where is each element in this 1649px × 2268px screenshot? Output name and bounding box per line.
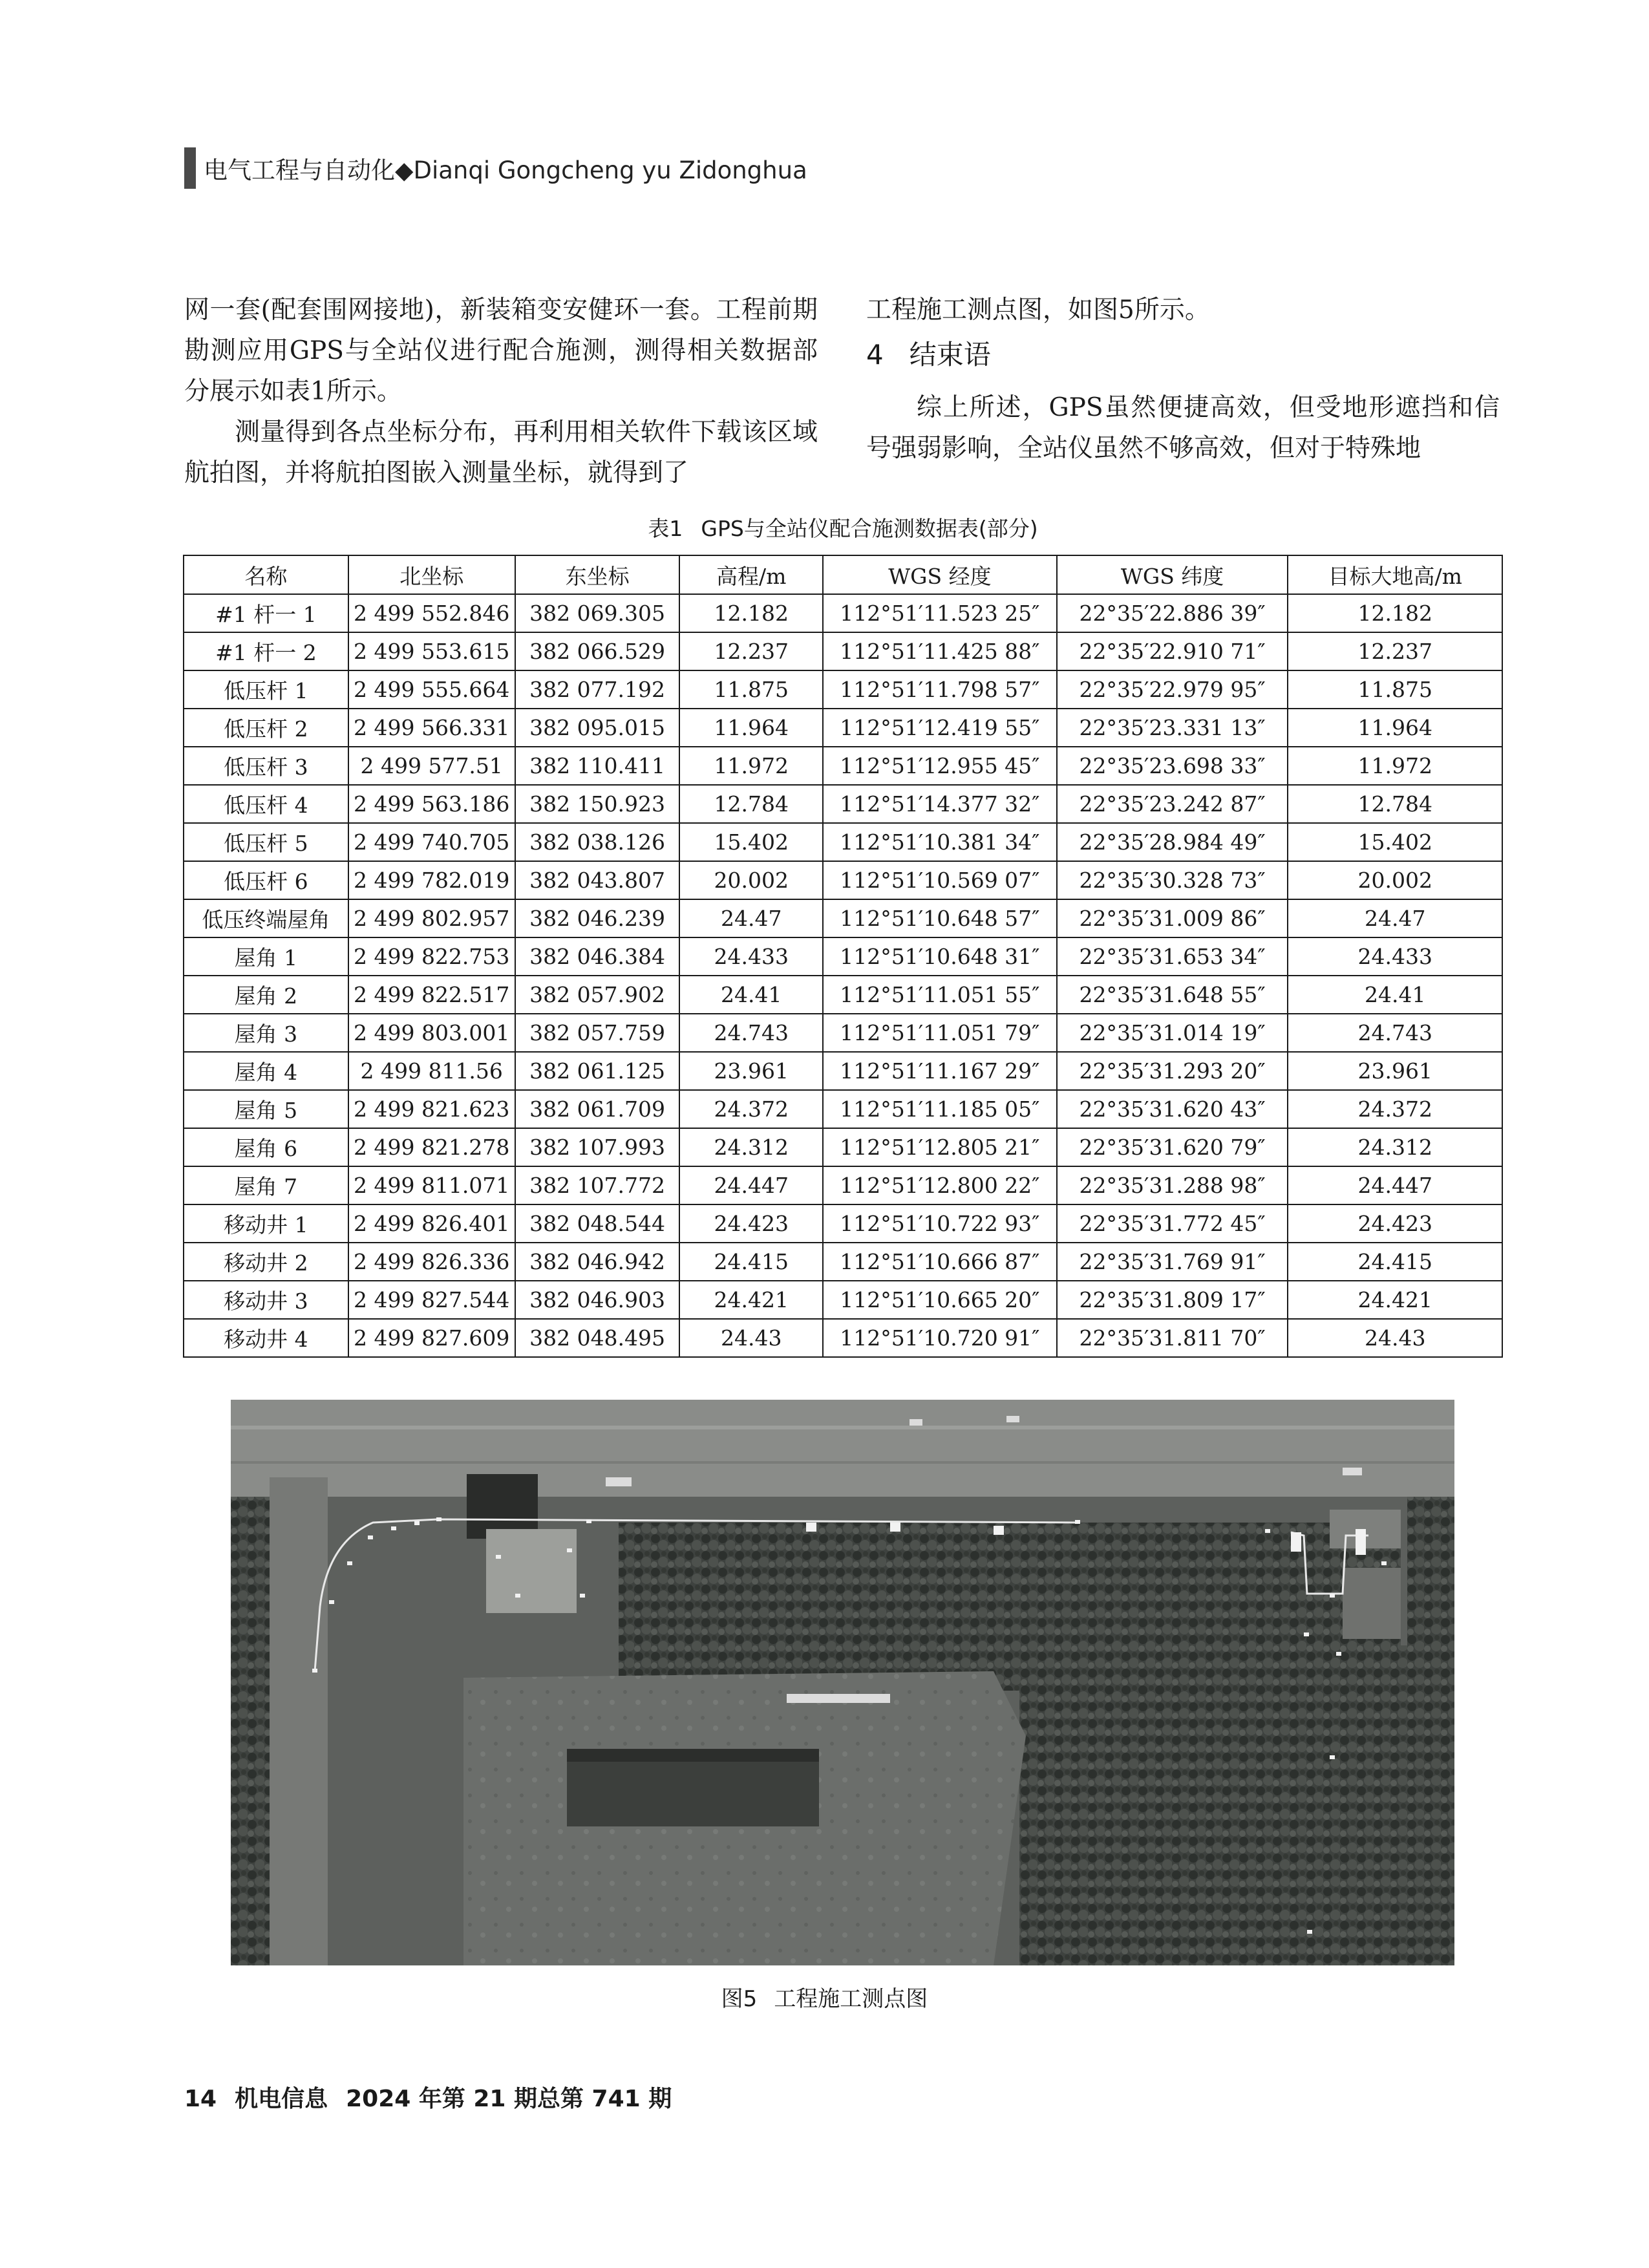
- table-cell: 22°35′31.653 34″: [1057, 937, 1288, 976]
- table-cell: 11.875: [679, 670, 823, 709]
- table-cell: 屋角 1: [184, 937, 348, 976]
- left-column: [184, 290, 818, 493]
- table-cell: 382 150.923: [515, 785, 680, 823]
- table-body: [184, 594, 1502, 1357]
- table-cell: 屋角 2: [184, 976, 348, 1014]
- table-cell: 24.423: [1288, 1204, 1502, 1243]
- table-cell: 24.41: [1288, 976, 1502, 1014]
- table-cell: 382 048.544: [515, 1204, 680, 1243]
- table-cell: 12.784: [1288, 785, 1502, 823]
- running-header: [184, 147, 807, 189]
- table-cell: 22°35′23.698 33″: [1057, 747, 1288, 785]
- table-header-cell: 北坐标: [348, 555, 515, 594]
- table-cell: 2 499 821.623: [348, 1090, 515, 1128]
- table-cell: 112°51′10.666 87″: [823, 1243, 1057, 1281]
- table-row: [184, 747, 1502, 785]
- table-row: [184, 1204, 1502, 1243]
- table-cell: 24.743: [1288, 1014, 1502, 1052]
- table-header-cell: 名称: [184, 555, 348, 594]
- table-cell: 15.402: [1288, 823, 1502, 861]
- table-row: [184, 861, 1502, 899]
- table-cell: 低压终端屋角: [184, 899, 348, 937]
- header-title: 电气工程与自动化◆Dianqi Gongcheng yu Zidonghua: [204, 156, 807, 184]
- table-cell: 2 499 740.705: [348, 823, 515, 861]
- table-cell: 24.312: [1288, 1128, 1502, 1166]
- table-row: [184, 823, 1502, 861]
- table-cell: 24.433: [679, 937, 823, 976]
- table-cell: 112°51′12.955 45″: [823, 747, 1057, 785]
- table-cell: 22°35′31.648 55″: [1057, 976, 1288, 1014]
- table-cell: 22°35′31.772 45″: [1057, 1204, 1288, 1243]
- table-row: [184, 1281, 1502, 1319]
- section-title: 结束语: [909, 339, 991, 370]
- table-cell: 低压杆 5: [184, 823, 348, 861]
- table-cell: 112°51′11.167 29″: [823, 1052, 1057, 1090]
- table-cell: 112°51′10.665 20″: [823, 1281, 1057, 1319]
- table-cell: 2 499 803.001: [348, 1014, 515, 1052]
- table-cell: 24.43: [1288, 1319, 1502, 1357]
- table-cell: 11.964: [1288, 709, 1502, 747]
- table-caption-label: 表1: [648, 516, 683, 541]
- table-cell: #1 杆一 2: [184, 632, 348, 670]
- table-cell: 22°35′31.811 70″: [1057, 1319, 1288, 1357]
- data-table: [183, 555, 1503, 1358]
- table-cell: 移动井 2: [184, 1243, 348, 1281]
- table-cell: 2 499 821.278: [348, 1128, 515, 1166]
- table-cell: 24.312: [679, 1128, 823, 1166]
- table-cell: 24.415: [679, 1243, 823, 1281]
- table-cell: 低压杆 6: [184, 861, 348, 899]
- table-cell: 22°35′31.809 17″: [1057, 1281, 1288, 1319]
- table-cell: 24.433: [1288, 937, 1502, 976]
- table-cell: 移动井 3: [184, 1281, 348, 1319]
- table-row: [184, 1128, 1502, 1166]
- table-row: [184, 785, 1502, 823]
- table-cell: 382 057.902: [515, 976, 680, 1014]
- table-row: [184, 899, 1502, 937]
- table-cell: 382 061.709: [515, 1090, 680, 1128]
- table-cell: 112°51′11.798 57″: [823, 670, 1057, 709]
- table-row: [184, 1319, 1502, 1357]
- table-cell: 屋角 4: [184, 1052, 348, 1090]
- table-caption-text: GPS与全站仪配合施测数据表(部分): [701, 516, 1038, 541]
- building-light: [486, 1529, 577, 1613]
- table-cell: 112°51′10.569 07″: [823, 861, 1057, 899]
- table-cell: 382 061.125: [515, 1052, 680, 1090]
- table-cell: 112°51′10.381 34″: [823, 823, 1057, 861]
- right-column: [866, 290, 1500, 469]
- table-cell: 屋角 6: [184, 1128, 348, 1166]
- table-cell: 2 499 822.517: [348, 976, 515, 1014]
- table-cell: 移动井 4: [184, 1319, 348, 1357]
- table-cell: 24.41: [679, 976, 823, 1014]
- table-header-cell: 高程/m: [679, 555, 823, 594]
- table-cell: 112°51′11.051 79″: [823, 1014, 1057, 1052]
- table-cell: 2 499 827.544: [348, 1281, 515, 1319]
- table-cell: 20.002: [1288, 861, 1502, 899]
- figure-caption-text: 工程施工测点图: [774, 1986, 928, 2012]
- table-cell: 24.415: [1288, 1243, 1502, 1281]
- table-cell: 12.237: [1288, 632, 1502, 670]
- table-cell: 11.875: [1288, 670, 1502, 709]
- header-bar: [184, 147, 196, 189]
- table-cell: 382 048.495: [515, 1319, 680, 1357]
- table-cell: 11.972: [679, 747, 823, 785]
- table-cell: 22°35′31.293 20″: [1057, 1052, 1288, 1090]
- table-row: [184, 632, 1502, 670]
- left-paragraph-1: 网一套(配套围网接地)，新装箱变安健环一套。工程前期勘测应用GPS与全站仪进行配合施测，测得相关数据部分展示如表1所示。: [184, 295, 818, 406]
- table-cell: 24.743: [679, 1014, 823, 1052]
- table-cell: 112°51′10.648 31″: [823, 937, 1057, 976]
- table-cell: 24.47: [1288, 899, 1502, 937]
- table-cell: 移动井 1: [184, 1204, 348, 1243]
- journal-name: 机电信息: [235, 2086, 328, 2112]
- table-cell: 382 066.529: [515, 632, 680, 670]
- table-cell: 低压杆 3: [184, 747, 348, 785]
- table-cell: #1 杆一 1: [184, 594, 348, 632]
- table-cell: 112°51′12.419 55″: [823, 709, 1057, 747]
- table-cell: 112°51′11.185 05″: [823, 1090, 1057, 1128]
- road-area: [231, 1400, 1454, 1497]
- table-cell: 2 499 782.019: [348, 861, 515, 899]
- table-row: [184, 1243, 1502, 1281]
- table-cell: 2 499 822.753: [348, 937, 515, 976]
- table-cell: 22°35′31.009 86″: [1057, 899, 1288, 937]
- table-cell: 112°51′10.720 91″: [823, 1319, 1057, 1357]
- table-cell: 112°51′11.425 88″: [823, 632, 1057, 670]
- table-cell: 22°35′31.620 43″: [1057, 1090, 1288, 1128]
- table-cell: 382 069.305: [515, 594, 680, 632]
- table-cell: 屋角 3: [184, 1014, 348, 1052]
- table-cell: 2 499 802.957: [348, 899, 515, 937]
- table-cell: 22°35′31.769 91″: [1057, 1243, 1288, 1281]
- table-cell: 24.447: [1288, 1166, 1502, 1204]
- table-cell: 382 046.384: [515, 937, 680, 976]
- table-cell: 22°35′22.979 95″: [1057, 670, 1288, 709]
- table-cell: 12.784: [679, 785, 823, 823]
- table-cell: 2 499 826.401: [348, 1204, 515, 1243]
- table-cell: 低压杆 4: [184, 785, 348, 823]
- table-cell: 11.964: [679, 709, 823, 747]
- table-cell: 2 499 577.51: [348, 747, 515, 785]
- table-cell: 382 077.192: [515, 670, 680, 709]
- table-cell: 112°51′10.648 57″: [823, 899, 1057, 937]
- table-cell: 112°51′12.805 21″: [823, 1128, 1057, 1166]
- left-paragraph-2: 测量得到各点坐标分布，再利用相关软件下载该区域航拍图，并将航拍图嵌入测量坐标，就得到了: [184, 418, 818, 487]
- table-cell: 24.421: [1288, 1281, 1502, 1319]
- table-cell: 382 057.759: [515, 1014, 680, 1052]
- table-cell: 低压杆 2: [184, 709, 348, 747]
- table-cell: 22°35′23.331 13″: [1057, 709, 1288, 747]
- table-cell: 2 499 563.186: [348, 785, 515, 823]
- page-footer: [184, 2081, 690, 2113]
- section-heading: [866, 336, 1500, 374]
- page-number: 14: [184, 2086, 217, 2112]
- section-number: 4: [866, 339, 884, 370]
- table-cell: 112°51′10.722 93″: [823, 1204, 1057, 1243]
- figure-caption-label: 图5: [721, 1986, 758, 2012]
- table-row: [184, 1166, 1502, 1204]
- table-cell: 22°35′22.886 39″: [1057, 594, 1288, 632]
- figure-caption: [0, 1981, 1649, 2013]
- table-cell: 2 499 555.664: [348, 670, 515, 709]
- table-cell: 22°35′28.984 49″: [1057, 823, 1288, 861]
- table-cell: 11.972: [1288, 747, 1502, 785]
- table-cell: 24.47: [679, 899, 823, 937]
- tree-area-right: [1019, 1645, 1407, 1965]
- table-row: [184, 709, 1502, 747]
- table-cell: 22°35′23.242 87″: [1057, 785, 1288, 823]
- table-caption: [183, 512, 1503, 542]
- right-paragraph-1: 工程施工测点图，如图5所示。: [866, 295, 1210, 325]
- table-cell: 24.372: [679, 1090, 823, 1128]
- table-cell: 23.961: [1288, 1052, 1502, 1090]
- right-paragraph-2: 综上所述，GPS虽然便捷高效，但受地形遮挡和信号强弱影响，全站仪虽然不够高效，但对于特殊地: [866, 393, 1500, 463]
- table-cell: 112°51′12.800 22″: [823, 1166, 1057, 1204]
- table-cell: 屋角 7: [184, 1166, 348, 1204]
- table-cell: 22°35′31.288 98″: [1057, 1166, 1288, 1204]
- table-cell: 382 038.126: [515, 823, 680, 861]
- table-cell: 382 110.411: [515, 747, 680, 785]
- table-cell: 2 499 566.331: [348, 709, 515, 747]
- table-cell: 低压杆 1: [184, 670, 348, 709]
- table-cell: 24.372: [1288, 1090, 1502, 1128]
- table-cell: 382 107.993: [515, 1128, 680, 1166]
- aerial-photo: [231, 1400, 1454, 1965]
- table-cell: 382 046.942: [515, 1243, 680, 1281]
- table-cell: 112°51′14.377 32″: [823, 785, 1057, 823]
- table-header-cell: WGS 纬度: [1057, 555, 1288, 594]
- table-row: [184, 1052, 1502, 1090]
- table-cell: 20.002: [679, 861, 823, 899]
- table-header-cell: 目标大地高/m: [1288, 555, 1502, 594]
- table-cell: 2 499 827.609: [348, 1319, 515, 1357]
- table-row: [184, 937, 1502, 976]
- table-cell: 22°35′30.328 73″: [1057, 861, 1288, 899]
- table-header-row: [184, 555, 1502, 594]
- table-cell: 382 095.015: [515, 709, 680, 747]
- table-cell: 382 046.903: [515, 1281, 680, 1319]
- table-cell: 382 107.772: [515, 1166, 680, 1204]
- table-cell: 112°51′11.051 55″: [823, 976, 1057, 1014]
- aerial-photo-svg: [231, 1400, 1454, 1965]
- issue-info: 2024 年第 21 期总第 741 期: [346, 2086, 672, 2112]
- table-cell: 12.237: [679, 632, 823, 670]
- table-cell: 382 043.807: [515, 861, 680, 899]
- table-cell: 12.182: [679, 594, 823, 632]
- table-row: [184, 976, 1502, 1014]
- table-cell: 2 499 552.846: [348, 594, 515, 632]
- table-header-cell: 东坐标: [515, 555, 680, 594]
- table-row: [184, 670, 1502, 709]
- table-cell: 2 499 811.071: [348, 1166, 515, 1204]
- table-row: [184, 1014, 1502, 1052]
- table-row: [184, 594, 1502, 632]
- table-row: [184, 1090, 1502, 1128]
- table-cell: 2 499 811.56: [348, 1052, 515, 1090]
- table-header-cell: WGS 经度: [823, 555, 1057, 594]
- table-cell: 24.421: [679, 1281, 823, 1319]
- table-cell: 24.43: [679, 1319, 823, 1357]
- table-cell: 22°35′31.620 79″: [1057, 1128, 1288, 1166]
- table-cell: 382 046.239: [515, 899, 680, 937]
- table-cell: 24.447: [679, 1166, 823, 1204]
- table-cell: 2 499 553.615: [348, 632, 515, 670]
- table-cell: 12.182: [1288, 594, 1502, 632]
- table-cell: 15.402: [679, 823, 823, 861]
- table-cell: 屋角 5: [184, 1090, 348, 1128]
- table-cell: 24.423: [679, 1204, 823, 1243]
- table-cell: 2 499 826.336: [348, 1243, 515, 1281]
- table-cell: 23.961: [679, 1052, 823, 1090]
- table-cell: 22°35′31.014 19″: [1057, 1014, 1288, 1052]
- table-cell: 112°51′11.523 25″: [823, 594, 1057, 632]
- table-cell: 22°35′22.910 71″: [1057, 632, 1288, 670]
